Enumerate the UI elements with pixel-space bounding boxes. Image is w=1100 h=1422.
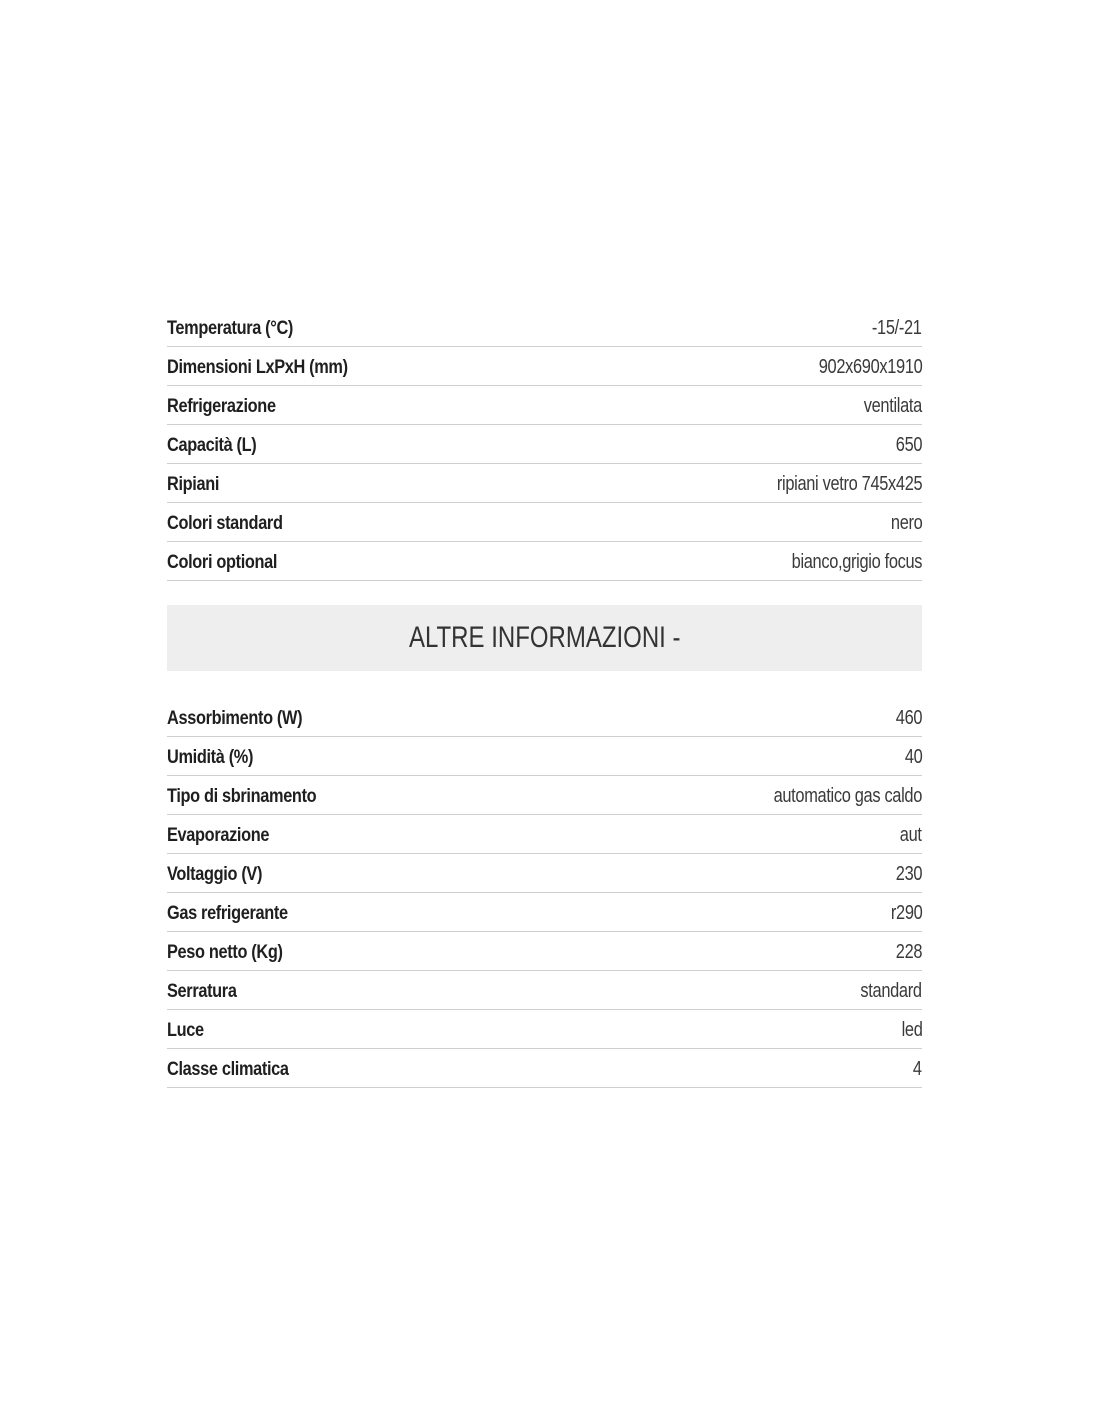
spec-value: automatico gas caldo [773,785,922,807]
spec-label: Colori standard [167,512,283,534]
spec-value: bianco,grigio focus [791,551,922,573]
main-spec-table [167,309,922,581]
spec-row-ripiani [167,465,922,503]
spec-value: 228 [895,941,922,963]
spec-value: aut [900,824,922,846]
spec-row-refrigerazione [167,387,922,425]
spec-row-colori-standard [167,504,922,542]
spec-label: Capacità (L) [167,434,257,456]
spec-value: led [901,1019,922,1041]
spec-value: 4 [913,1058,922,1080]
spec-row-dimensioni [167,348,922,386]
spec-label: Ripiani [167,473,220,495]
spec-value: r290 [890,902,922,924]
spec-value: 460 [895,707,922,729]
spec-row-assorbimento [167,699,922,737]
spec-sheet [167,309,922,1088]
spec-value: ripiani vetro 745x425 [776,473,922,495]
spec-label: Refrigerazione [167,395,276,417]
spec-value: 230 [895,863,922,885]
spec-row-colori-optional [167,543,922,581]
spec-label: Umidità (%) [167,746,254,768]
spec-row-capacita [167,426,922,464]
spec-row-gas-refrigerante [167,894,922,932]
spec-value: 650 [895,434,922,456]
spec-label: Tipo di sbrinamento [167,785,317,807]
spec-label: Assorbimento (W) [167,707,303,729]
spec-label: Gas refrigerante [167,902,288,924]
spec-label: Temperatura (°C) [167,317,294,339]
spec-label: Dimensioni LxPxH (mm) [167,356,348,378]
section-header-altre-informazioni[interactable] [167,605,922,671]
spec-row-evaporazione [167,816,922,854]
spec-row-peso-netto [167,933,922,971]
spec-row-classe-climatica [167,1050,922,1088]
spec-value: ventilata [863,395,922,417]
spec-label: Luce [167,1019,204,1041]
spec-label: Classe climatica [167,1058,289,1080]
spec-value: 902x690x1910 [818,356,922,378]
spec-row-temperatura [167,309,922,347]
spec-value: nero [890,512,922,534]
spec-label: Colori optional [167,551,278,573]
section-title: ALTRE INFORMAZIONI - [408,621,681,654]
spec-label: Serratura [167,980,237,1002]
spec-row-voltaggio [167,855,922,893]
spec-row-umidita [167,738,922,776]
other-spec-table [167,699,922,1088]
spec-label: Evaporazione [167,824,270,846]
spec-row-serratura [167,972,922,1010]
spec-value: 40 [904,746,922,768]
spec-row-luce [167,1011,922,1049]
spec-value: standard [860,980,922,1002]
spec-value: -15/-21 [872,317,922,339]
spec-label: Voltaggio (V) [167,863,263,885]
spec-label: Peso netto (Kg) [167,941,283,963]
spec-row-sbrinamento [167,777,922,815]
